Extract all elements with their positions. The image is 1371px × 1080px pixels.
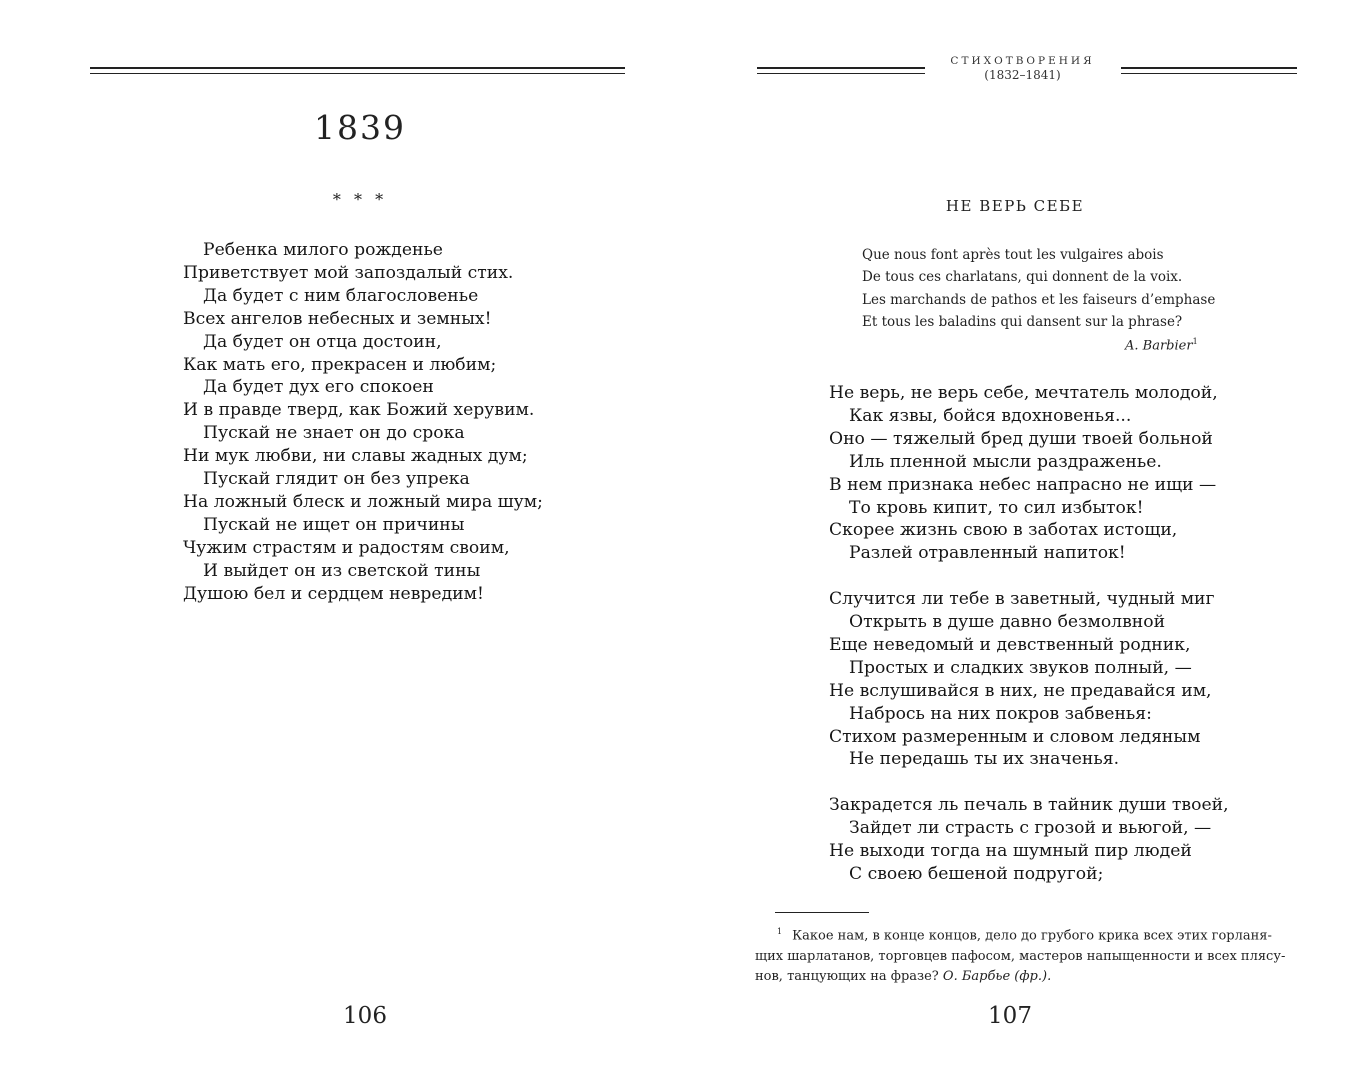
stanza bbox=[829, 382, 1229, 565]
footnote-line: нов, танцующих на фразе? О. Барбье (фр.). bbox=[755, 969, 1052, 985]
footnote-line: $^1$ Какое нам, в конце концов, дело до грубого крика всех этих горланя- bbox=[777, 927, 1272, 944]
right-page bbox=[685, 0, 1371, 1080]
footnote-mark: 1 bbox=[777, 927, 783, 936]
epigraph-author-name: A. Barbier bbox=[1125, 338, 1193, 354]
epigraph-author bbox=[1125, 337, 1198, 353]
poem-line: И в правде тверд, как Божий херувим. bbox=[183, 400, 535, 421]
poem-line: На ложный блеск и ложный мира шум; bbox=[183, 491, 543, 512]
poem-separator: * * * bbox=[332, 190, 388, 209]
poem-line: Пускай не знает он до срока bbox=[203, 423, 465, 444]
poem-line: Зайдет ли страсть с грозой и вьюгой, — bbox=[849, 818, 1212, 839]
poem-line: Оно — тяжелый бред души твоей больной bbox=[829, 428, 1213, 449]
epigraph-line: Et tous les baladins qui dansent sur la phrase? bbox=[862, 313, 1183, 330]
poem-line: Закрадется ль печаль в тайник души твоей, bbox=[829, 795, 1229, 816]
epigraph bbox=[862, 244, 1215, 333]
poem-line: Да будет он отца достоин, bbox=[203, 331, 442, 352]
poem-line: Простых и сладких звуков полный, — bbox=[849, 657, 1192, 678]
poem-line: Чужим страстям и радостям своим, bbox=[183, 537, 510, 558]
page-number: 107 bbox=[988, 1003, 1032, 1029]
poem-line: Открыть в душе давно безмолвной bbox=[849, 612, 1166, 633]
poem-line: Не вслушивайся в них, не предавайся им, bbox=[829, 680, 1212, 701]
poem-line: Разлей отравленный напиток! bbox=[849, 543, 1126, 564]
poem-line: Скорее жизнь свою в заботах истощи, bbox=[829, 520, 1178, 541]
epigraph-line: Que nous font après tout les vulgaires abois bbox=[862, 247, 1164, 263]
stanza bbox=[829, 588, 1229, 771]
poem-line: Пускай не ищет он причины bbox=[203, 514, 465, 535]
header-rule-right bbox=[1121, 67, 1297, 69]
poem-line: То кровь кипит, то сил избыток! bbox=[849, 497, 1144, 518]
footnote bbox=[755, 922, 1350, 988]
footnote-line: щих шарлатанов, торговцев пафосом, мастеров напыщенности и всех плясу- bbox=[755, 948, 1286, 964]
poem-line: Случится ли тебе в заветный, чудный миг bbox=[829, 589, 1215, 610]
running-head-years: (1832–1841) bbox=[984, 68, 1061, 82]
running-head bbox=[925, 55, 1120, 82]
poem-line: Да будет дух его спокоен bbox=[203, 377, 434, 398]
poem-title: НЕ ВЕРЬ СЕБЕ bbox=[945, 197, 1085, 215]
poem-line: Еще неведомый и девственный родник, bbox=[829, 634, 1191, 655]
poem-line: Не выходи тогда на шумный пир людей bbox=[829, 841, 1192, 862]
epigraph-line: De tous ces charlatans, qui donnent de la voix. bbox=[862, 269, 1183, 286]
header-rule-left bbox=[757, 67, 925, 69]
stanza bbox=[829, 794, 1229, 886]
footnote-author: О. Барбье (фр.). bbox=[942, 969, 1052, 985]
poem-line: Всех ангелов небесных и земных! bbox=[183, 308, 492, 329]
poem-line: Ребенка милого рожденье bbox=[203, 240, 443, 260]
poem-line: Да будет с ним благословенье bbox=[203, 285, 479, 306]
poem-line: Как мать его, прекрасен и любим; bbox=[183, 354, 497, 375]
poem-line: Стихом размеренным и словом ледяным bbox=[829, 726, 1201, 747]
page-number: 106 bbox=[343, 1003, 387, 1029]
poem-line: В нем признака небес напрасно не ищи — bbox=[829, 474, 1217, 495]
poem-right bbox=[829, 382, 1229, 886]
poem-line: Душою бел и сердцем невредим! bbox=[183, 583, 484, 604]
poem-line: Приветствует мой запоздалый стих. bbox=[183, 262, 514, 283]
footnote-rule bbox=[775, 912, 869, 913]
running-head-title: СТИХОТВОРЕНИЯ bbox=[950, 55, 1095, 67]
year-heading: 1839 bbox=[314, 108, 406, 147]
poem-line: С своею бешеной подругой; bbox=[849, 864, 1104, 884]
poem-line: Как язвы, бойся вдохновенья... bbox=[849, 405, 1132, 426]
poem-line: Не верь, не верь себе, мечтатель молодой, bbox=[829, 383, 1218, 403]
left-page bbox=[0, 0, 685, 1080]
poem-line: Пускай глядит он без упрека bbox=[203, 469, 470, 490]
poem-line: Ни мук любви, ни славы жадных дум; bbox=[183, 446, 528, 467]
poem-left bbox=[183, 239, 543, 606]
epigraph-line: Les marchands de pathos et les faiseurs d’emphase bbox=[862, 291, 1216, 308]
poem-line: Не передашь ты их значенья. bbox=[849, 749, 1120, 770]
poem-line: Иль пленной мысли раздраженье. bbox=[849, 451, 1162, 472]
poem-line: Набрось на них покров забвенья: bbox=[849, 703, 1152, 724]
poem-line: И выйдет он из светской тины bbox=[203, 560, 481, 581]
header-rule bbox=[90, 67, 625, 69]
footnote-reference: 1 bbox=[1192, 337, 1198, 346]
